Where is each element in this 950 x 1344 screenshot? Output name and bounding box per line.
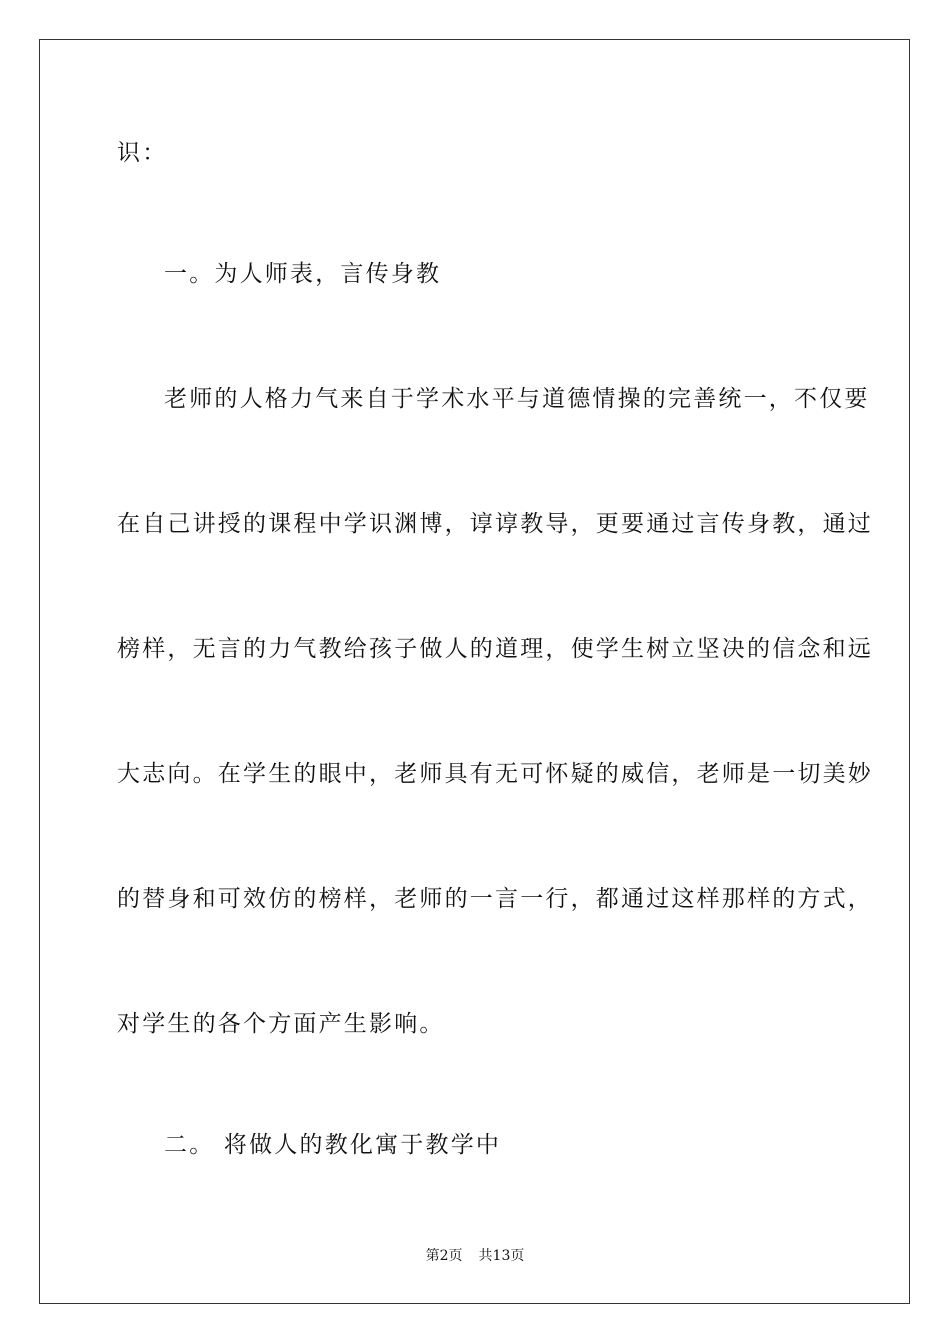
paragraph-line-5: 的替身和可效仿的榜样，老师的一言一行，都通过这样那样的方式， xyxy=(117,886,873,912)
paragraph-line-2: 在自己讲授的课程中学识渊博，谆谆教导，更要通过言传身教，通过 xyxy=(117,511,873,537)
page-border xyxy=(39,39,910,1304)
page-footer xyxy=(0,1247,950,1265)
page-number: 第2页 xyxy=(425,1248,463,1264)
paragraph-line-4: 大志向。在学生的眼中，老师具有无可怀疑的威信，老师是一切美妙 xyxy=(117,761,873,787)
paragraph-line-6: 对学生的各个方面产生影响。 xyxy=(117,1011,445,1037)
section-heading-1: 一。为人师表，言传身教 xyxy=(164,261,442,287)
section-heading-2: 二。 将做人的教化寓于教学中 xyxy=(164,1132,502,1158)
paragraph-line-1: 老师的人格力气来自于学术水平与道德情操的完善统一，不仅要 xyxy=(164,386,870,412)
paragraph-line-3: 榜样，无言的力气教给孩子做人的道理，使学生树立坚决的信念和远 xyxy=(117,636,873,662)
text-line-1: 识： xyxy=(117,140,168,166)
page-total: 共13页 xyxy=(478,1248,525,1264)
